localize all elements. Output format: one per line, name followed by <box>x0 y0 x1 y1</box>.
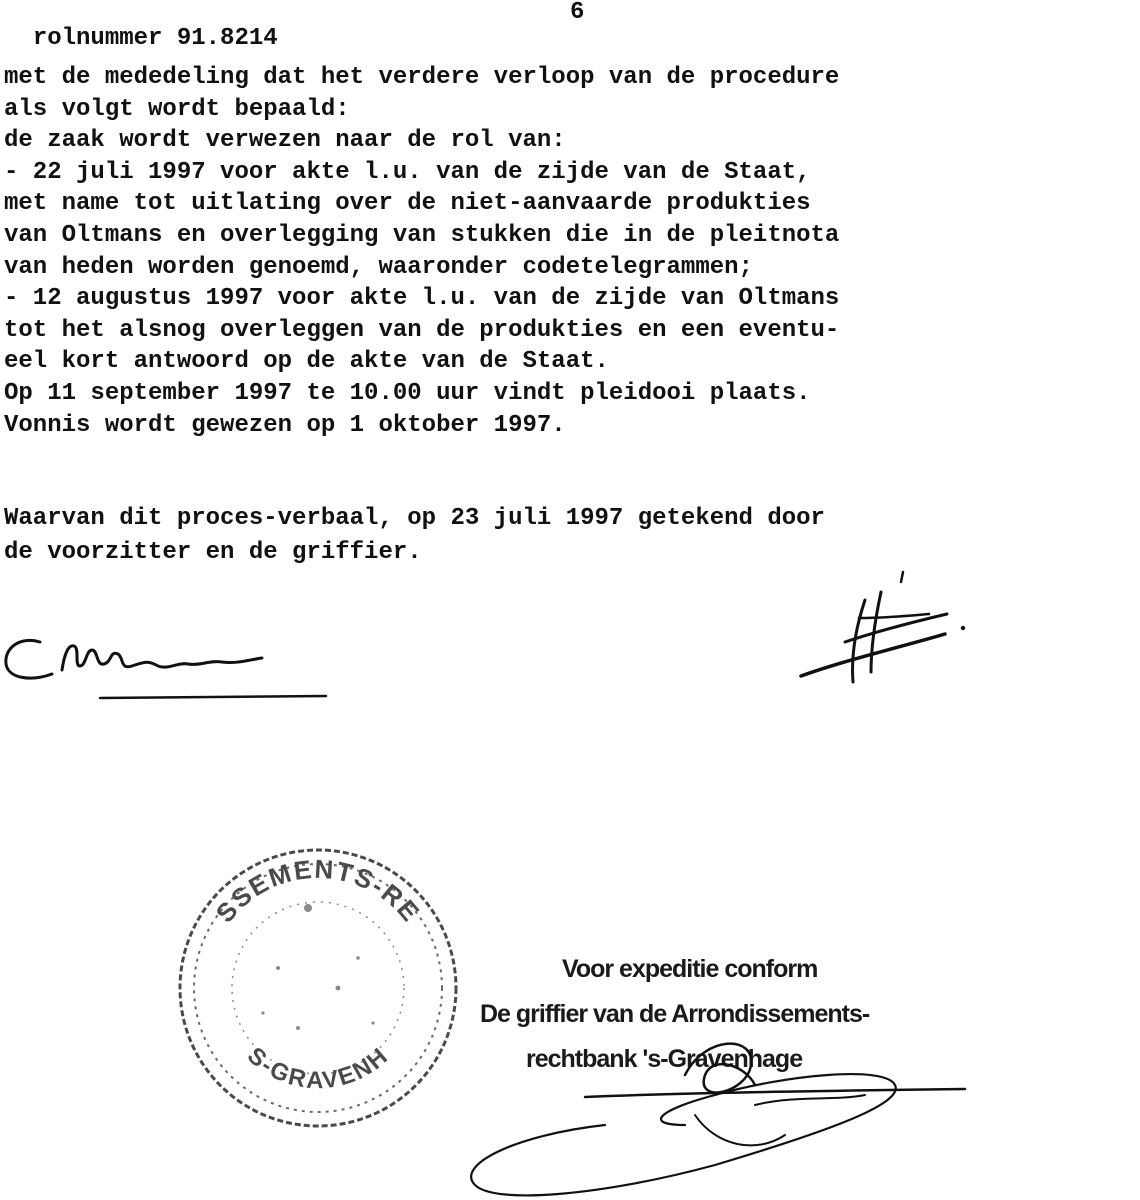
closing-line: de voorzitter en de griffier. <box>4 539 422 566</box>
body-line: eel kort antwoord op de akte van de Staat. <box>4 348 609 376</box>
body-line: Op 11 september 1997 te 10.00 uur vindt pleidooi plaats. <box>4 379 811 407</box>
closing-line: Waarvan dit proces-verbaal, op 23 juli 1997 getekend door <box>4 505 825 532</box>
svg-text:SSEMENTS-RE <box>210 854 427 928</box>
signature-expedition <box>455 1015 975 1200</box>
court-stamp-graphic <box>168 838 468 1138</box>
signature-griffier <box>795 570 970 690</box>
court-stamp <box>168 838 468 1138</box>
body-line: als volgt wordt bepaald: <box>4 95 350 123</box>
svg-text:S-GRAVENH <box>242 1042 394 1094</box>
closing-text <box>4 502 825 570</box>
rolnummer: rolnummer 91.8214 <box>32 25 278 52</box>
expedition-line-2: De griffier van de Arrondissements- <box>480 1000 870 1028</box>
body-line: tot het alsnog overleggen van de produkties en een eventu- <box>4 316 840 344</box>
body-line: de zaak wordt verwezen naar de rol van: <box>4 127 566 155</box>
stamp-top-text: SSEMENTS-RE <box>209 853 427 929</box>
page-number: 6 <box>570 0 585 26</box>
body-text <box>4 62 1140 441</box>
body-line: - 12 augustus 1997 voor akte l.u. van de zijde van Oltmans <box>4 285 840 313</box>
stamp-bottom-text: S-GRAVENH <box>241 1041 395 1095</box>
body-line: van Oltmans en overlegging van stukken die in de pleitnota <box>4 221 840 249</box>
body-line: Vonnis wordt gewezen op 1 oktober 1997. <box>4 411 566 439</box>
signature-voorzitter <box>0 620 340 710</box>
expedition-line-1: Voor expeditie conform <box>562 955 818 983</box>
expedition-line-3: rechtbank 's-Gravenhage <box>526 1045 803 1073</box>
body-line: van heden worden genoemd, waaronder codetelegrammen; <box>4 253 753 281</box>
body-line: - 22 juli 1997 voor akte l.u. van de zijde van de Staat, <box>4 158 811 186</box>
body-line: met de mededeling dat het verdere verloop van de procedure <box>4 64 840 91</box>
body-line: met name tot uitlating over de niet-aanvaarde produkties <box>4 190 811 218</box>
